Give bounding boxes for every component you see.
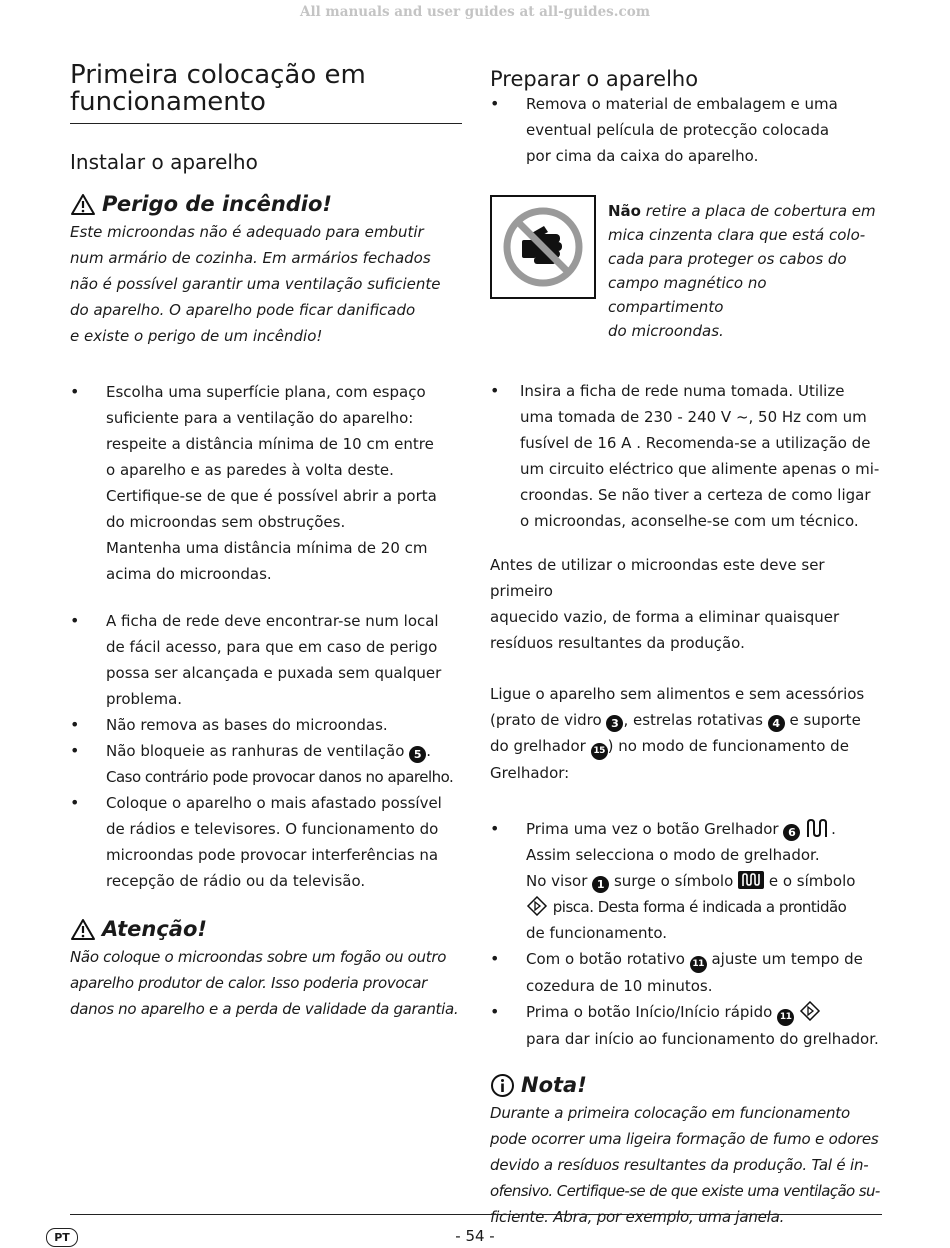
fire-warning: [70, 191, 462, 349]
list-item: • Não remova as bases do microondas.: [70, 712, 462, 738]
no-hand-icon: [500, 204, 586, 290]
callout-number: 3: [606, 715, 623, 732]
callout-number: 11: [690, 956, 707, 973]
start-diamond-icon: [526, 896, 548, 916]
display-grill-icon: [738, 871, 764, 889]
list-item: • A ficha de rede deve encontrar-se num local de fácil acesso, para que em caso de perigo possa ser alcançada e puxada sem qualquer problema.: [70, 608, 462, 712]
switch-on-paragraph: Ligue o aparelho sem alimentos e sem acessórios (prato de vidro 3 , estrelas rotativas 4 e suporte do grelhador 15 ) no modo de funcionamento de Grelhador:: [490, 685, 865, 782]
warning-triangle-icon: [70, 193, 96, 216]
cover-plate-warning: [490, 199, 882, 343]
list-item: • Insira a ficha de rede numa tomada. Utilize uma tomada de 230 - 240 V ~, 50 Hz com um fusível de 16 A . Recomenda-se a utilização de um circuito eléctrico que alimente apenas o mi- croondas. Se não tiver a certeza de como ligar o microondas, aconselhe-se com um técnico.: [490, 378, 882, 534]
list-item: • Remova o material de embalagem e uma eventual película de protecção colocada por cima da caixa do aparelho.: [490, 91, 882, 169]
fire-warning-text: Este microondas não é adequado para embutir num armário de cozinha. Em armários fechados não é possível garantir uma ventilação suficiente do aparelho. O aparelho pode ficar danificado e existe o perigo de um incêndio!: [70, 223, 441, 345]
grill-symbol-icon: [805, 818, 831, 838]
footer-divider: [70, 1214, 882, 1215]
callout-number: 11: [777, 1009, 794, 1026]
list-item: • Prima o botão Início/Início rápido 11 para dar início ao funcionamento do grelhador.: [490, 999, 882, 1052]
callout-number: 6: [783, 824, 800, 841]
note-box: [490, 1072, 882, 1230]
list-item: • Não bloqueie as ranhuras de ventilação 5 . Caso contrário pode provocar danos no aparelho.: [70, 738, 462, 790]
attention-note: [70, 916, 462, 1022]
preheat-paragraph: Antes de utilizar o microondas este deve ser primeiro aquecido vazio, de forma a eliminar quaisquer resíduos resultantes da produção.: [490, 556, 840, 652]
fire-warning-title: Perigo de incêndio!: [70, 191, 462, 217]
cover-plate-text: Não retire a placa de cobertura em mica cinzenta clara que está colo- cada para proteger os cabos do campo magnético no compartimento do microondas.: [608, 202, 876, 340]
grill-steps: [490, 816, 882, 1052]
attention-title: Atenção!: [70, 916, 462, 942]
list-item: • Coloque o aparelho o mais afastado possível de rádios e televisores. O funcionamento do microondas pode provocar interferências na recepção de rádio ou da televisão.: [70, 790, 462, 894]
watermark: All manuals and user guides at all-guides.com: [299, 4, 650, 20]
callout-number: 4: [768, 715, 785, 732]
callout-number: 5: [409, 746, 426, 763]
callout-number: 1: [592, 876, 609, 893]
right-column: [490, 62, 882, 1230]
page-number: - 54 -: [455, 1227, 495, 1245]
callout-number: 15: [591, 743, 608, 760]
start-diamond-icon: [799, 1001, 821, 1021]
install-list-2: [70, 608, 462, 894]
prohibition-pictogram: [490, 195, 596, 299]
note-title: Nota!: [490, 1072, 882, 1098]
warning-triangle-icon: [70, 918, 96, 941]
prepare-list-2: [490, 378, 882, 534]
section-title-prepare: Preparar o aparelho: [490, 67, 699, 91]
prepare-list-1: [490, 91, 882, 169]
list-item: • Escolha uma superfície plana, com espaço suficiente para a ventilação do aparelho: respeite a distância mínima de 10 cm entre o aparelho e as paredes à volta deste. Certifique-se de que é possível abrir a porta do microondas sem obstruções. Mantenha uma distância mínima de 20 cm acima do microondas.: [70, 379, 462, 587]
install-list-1: [70, 379, 462, 587]
page-title: Primeira colocação em funcionamento: [70, 62, 462, 124]
section-title-install: Instalar o aparelho: [70, 150, 258, 174]
left-column: [70, 62, 462, 1022]
note-text: Durante a primeira colocação em funcionamento pode ocorrer uma ligeira formação de fumo e odores devido a resíduos resultantes da produção. Tal é in- ofensivo. Certifique-se de que existe uma ventilação su- ficiente. Abra, por exemplo, uma janela.: [490, 1104, 880, 1226]
list-item: • Com o botão rotativo 11 ajuste um tempo de cozedura de 10 minutos.: [490, 946, 882, 999]
language-badge: PT: [46, 1228, 78, 1247]
list-item: • Prima uma vez o botão Grelhador 6 . Assim selecciona o modo de grelhador. No visor 1 surge o símbolo e o símbolo pisca. Desta forma é indicada a prontidão de funcionamento.: [490, 816, 882, 946]
attention-text: Não coloque o microondas sobre um fogão ou outro aparelho produtor de calor. Isso poderia provocar danos no aparelho e a perda de validade da garantia.: [70, 948, 459, 1018]
info-circle-icon: [490, 1073, 515, 1098]
